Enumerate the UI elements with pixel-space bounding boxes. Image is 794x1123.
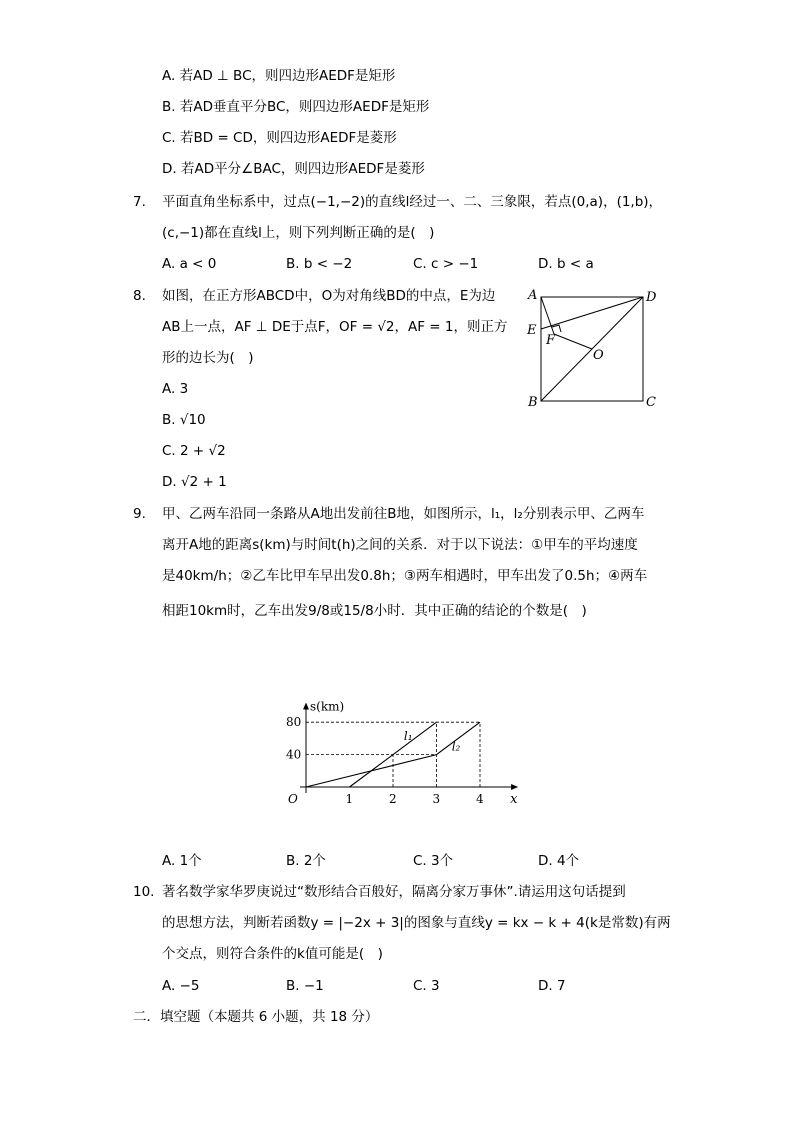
q10-line-2: 的思想方法，判断若函数y = |−2x + 3|的图象与直线y = kx − k + 4(k是常数)有两 (162, 915, 671, 931)
label-a: A (528, 288, 538, 303)
x-axis-arrow (511, 784, 518, 790)
q9-line-2: 离开A地的距离s(km)与时间t(h)之间的关系．对于以下说法：①甲车的平均速度 (162, 537, 638, 553)
q8-option-a: A. 3 (162, 381, 189, 397)
q9-distance-time-chart (280, 630, 520, 810)
q9-option-b: B. 2个 (286, 853, 326, 869)
q7-option-c: C. c > −1 (413, 256, 479, 272)
label-f: F (546, 333, 556, 348)
y-axis-label: s(km) (310, 699, 345, 714)
label-d: D (646, 290, 657, 305)
label-c: C (646, 395, 656, 410)
q8-square-figure (520, 282, 670, 412)
q9-line-1: 甲、乙两车沿同一条路从A地出发前往B地，如图所示，l₁，l₂分别表示甲、乙两车 (162, 506, 645, 522)
x-tick-label-3: 3 (432, 792, 441, 806)
q7-line-1: 平面直角坐标系中，过点(−1,−2)的直线l经过一、二、三象限，若点(0,a)，(1,b)， (162, 194, 663, 210)
q9-option-c: C. 3个 (413, 853, 454, 869)
y-axis-arrow (303, 702, 309, 709)
q8-option-d: D. √2 + 1 (162, 474, 227, 490)
q10-option-b: B. −1 (286, 978, 324, 994)
q8-line-3: 形的边长为( ) (162, 350, 254, 366)
x-tick-label-4: 4 (476, 792, 484, 806)
q10-option-c: C. 3 (413, 978, 440, 994)
q7-option-d: D. b < a (538, 256, 594, 272)
q6-option-b: B. 若AD垂直平分BC，则四边形AEDF是矩形 (162, 99, 430, 115)
q10-line-1: 著名数学家华罗庚说过“数形结合百般好，隔离分家万事休”.请运用这句话提到 (162, 884, 626, 900)
q10-line-3: 个交点，则符合条件的k值可能是( ) (162, 946, 383, 962)
q8-line-2: AB上一点，AF ⊥ DE于点F，OF = √2，AF = 1，则正方 (162, 319, 508, 335)
x-axis-label: x (510, 792, 518, 807)
y-tick-label-40: 40 (286, 747, 302, 762)
origin-label: O (288, 792, 298, 806)
q6-option-d: D. 若AD平分∠BAC，则四边形AEDF是菱形 (162, 161, 425, 177)
section-2-heading: 二．填空题（本题共 6 小题，共 18 分） (133, 1009, 379, 1025)
series-label-l2: l₂ (451, 739, 461, 754)
q10-option-d: D. 7 (538, 978, 566, 994)
q7-number: 7. (133, 194, 146, 210)
q8-option-c: C. 2 + √2 (162, 443, 226, 459)
q7-line-2: (c,−1)都在直线l上，则下列判断正确的是( ) (162, 225, 435, 241)
series-label-l1: l₁ (403, 729, 413, 744)
label-b: B (528, 395, 538, 410)
q7-option-a: A. a < 0 (162, 256, 217, 272)
q7-option-b: B. b < −2 (286, 256, 353, 272)
q9-number: 9. (133, 506, 146, 522)
q8-line-1: 如图，在正方形ABCD中，O为对角线BD的中点，E为边 (162, 288, 496, 304)
q10-number: 10. (133, 884, 155, 900)
q9-option-a: A. 1个 (162, 853, 202, 869)
label-o: O (593, 348, 604, 363)
q9-option-d: D. 4个 (538, 853, 580, 869)
q9-line-4: 相距10km时，乙车出发9/8或15/8小时．其中正确的结论的个数是( ) (162, 603, 587, 619)
q10-option-a: A. −5 (162, 978, 200, 994)
y-tick-label-80: 80 (286, 715, 302, 730)
q8-option-b: B. √10 (162, 412, 206, 428)
q9-line-3: 是40km/h；②乙车比甲车早出发0.8h；③两车相遇时，甲车出发了0.5h；④两车 (162, 568, 648, 584)
q8-number: 8. (133, 288, 146, 304)
segment-fo (554, 334, 592, 349)
x-tick-label-1: 1 (345, 792, 354, 806)
x-tick-label-2: 2 (389, 792, 397, 806)
q6-option-a: A. 若AD ⊥ BC，则四边形AEDF是矩形 (162, 68, 396, 84)
label-e: E (527, 323, 537, 338)
q6-option-c: C. 若BD = CD，则四边形AEDF是菱形 (162, 130, 397, 146)
